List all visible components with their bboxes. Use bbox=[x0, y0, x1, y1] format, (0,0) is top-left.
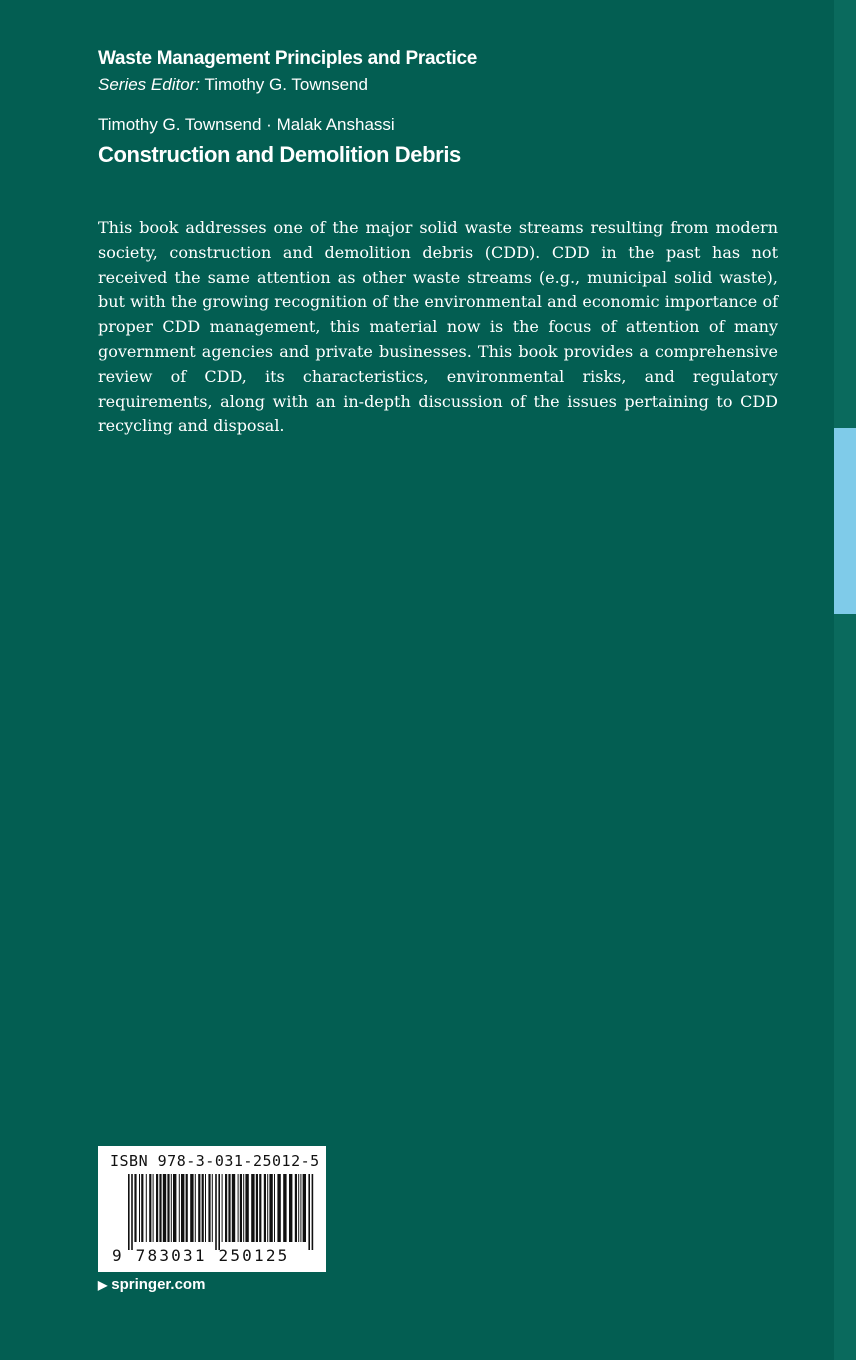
series-editor-label: Series Editor: bbox=[98, 75, 201, 94]
barcode-bar bbox=[251, 1174, 254, 1242]
barcode-bar bbox=[195, 1174, 196, 1242]
barcode-bar bbox=[215, 1174, 217, 1250]
barcode-bar bbox=[163, 1174, 166, 1242]
barcode-bar bbox=[259, 1174, 261, 1242]
barcode-bar bbox=[198, 1174, 200, 1242]
barcode-bar bbox=[153, 1174, 154, 1242]
barcode-bar bbox=[156, 1174, 158, 1242]
barcode-bar bbox=[128, 1174, 130, 1250]
book-description: This book addresses one of the major solid waste streams resulting from modern society, construction and demolition debris (CDD). CDD in the past has not received the same attention as other waste streams (e.g., municipal solid waste), but with the growing recognition of the environmental and economic importance of proper CDD management, this material now is the focus of attention of many government agencies and private businesses. This book provides a comprehensive review of CDD, its characteristics, environmental risks, and regulatory requirements, along with an in-depth discussion of the issues pertaining to CDD recycling and disposal. bbox=[98, 218, 778, 436]
barcode-box bbox=[98, 1146, 326, 1272]
barcode-bar bbox=[238, 1174, 239, 1242]
barcode-bar bbox=[283, 1174, 286, 1242]
barcode-bar bbox=[134, 1174, 136, 1242]
barcode-bar bbox=[274, 1174, 275, 1242]
barcode-bar bbox=[146, 1174, 147, 1242]
barcode-bar bbox=[139, 1174, 140, 1242]
barcode-bar bbox=[232, 1174, 235, 1242]
barcode-bar bbox=[141, 1174, 143, 1242]
barcode-bar bbox=[186, 1174, 188, 1242]
barcode-bar bbox=[298, 1174, 299, 1242]
barcode-bar bbox=[277, 1174, 280, 1242]
arrow-right-icon: ▶ bbox=[98, 1278, 108, 1292]
barcode-bar bbox=[222, 1174, 223, 1242]
barcode-bar bbox=[295, 1174, 297, 1242]
barcode-bar bbox=[205, 1174, 206, 1242]
barcode-bar bbox=[218, 1174, 220, 1250]
barcode-bar bbox=[289, 1174, 292, 1242]
barcode-bar bbox=[179, 1174, 180, 1242]
barcode-bar bbox=[300, 1174, 301, 1242]
barcode-bar bbox=[312, 1174, 314, 1250]
barcode-bar bbox=[149, 1174, 151, 1242]
barcode-bar bbox=[269, 1174, 272, 1242]
barcode-bar bbox=[240, 1174, 242, 1242]
series-info bbox=[98, 46, 477, 98]
barcode-bar bbox=[173, 1174, 176, 1242]
barcode-bar bbox=[225, 1174, 227, 1242]
barcode-bar bbox=[202, 1174, 204, 1242]
spine-edge bbox=[834, 0, 856, 1360]
barcode-bar bbox=[131, 1174, 133, 1250]
series-editor bbox=[98, 72, 477, 98]
barcode-bar bbox=[228, 1174, 230, 1242]
barcode-bar bbox=[171, 1174, 172, 1242]
barcode-bar bbox=[308, 1174, 310, 1250]
barcode-bar bbox=[267, 1174, 268, 1242]
barcode-bar bbox=[243, 1174, 244, 1242]
isbn-text: ISBN 978-3-031-25012-5 bbox=[110, 1152, 320, 1170]
barcode-bar bbox=[256, 1174, 258, 1242]
book-title: Construction and Demolition Debris bbox=[98, 142, 461, 167]
barcode-digits: 9 783031 250125 bbox=[112, 1246, 290, 1265]
barcode-bar bbox=[167, 1174, 169, 1242]
series-title: Waste Management Principles and Practice bbox=[98, 48, 478, 69]
barcode-bar bbox=[264, 1174, 266, 1242]
publisher-url: springer.com bbox=[111, 1276, 206, 1293]
barcode-bar bbox=[212, 1174, 213, 1242]
publisher-link[interactable] bbox=[98, 1276, 205, 1293]
book-authors: Timothy G. Townsend · Malak Anshassi bbox=[98, 115, 395, 134]
barcode-bar bbox=[208, 1174, 210, 1242]
series-editor-name: Timothy G. Townsend bbox=[204, 75, 368, 94]
barcode-bar bbox=[190, 1174, 193, 1242]
spine-accent-bar bbox=[834, 428, 856, 614]
barcode-bar bbox=[181, 1174, 184, 1242]
barcode-bar bbox=[245, 1174, 248, 1242]
barcode-bar bbox=[159, 1174, 161, 1242]
barcode-bar bbox=[303, 1174, 306, 1242]
